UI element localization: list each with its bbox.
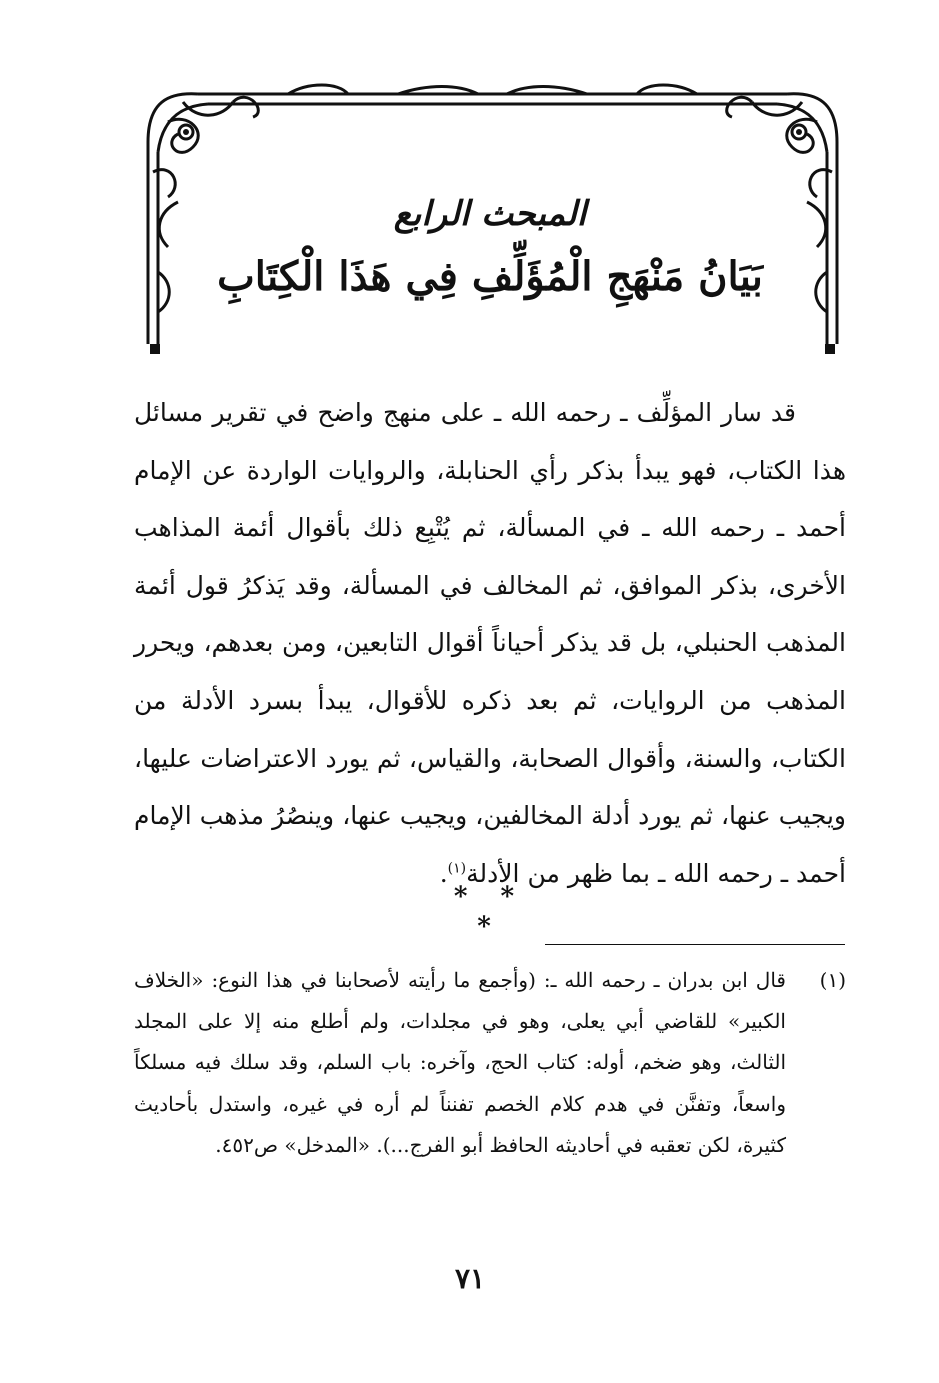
- section-separator: * * *: [453, 882, 527, 942]
- footnote-text: قال ابن بدران ـ رحمه الله ـ: (وأجمع ما رأيته لأصحابنا في هذا النوع: «الخلاف الكبير» للقاضي أبي يعلى، وهو في مجلدات، ولم أطلع منه إلا على المجلد الثالث، وهو ضخم، أوله: كتاب الحج، وآخره: باب السلم، وقد سلك فيه مسلكاً واسعاً، وتفنَّن في هدم كلام الخصم تفنناً لم أره في غيره، واستدل بأحاديث كثيرة، لكن تعقبه في أحاديثه الحافظ أبو الفرج...). «المدخل» ص٤٥٢.: [134, 968, 786, 1157]
- chapter-heading: [190, 190, 790, 308]
- footnote-reference[interactable]: (١): [447, 860, 467, 877]
- footnote: [134, 960, 846, 1166]
- page-number: ٧١: [454, 1262, 486, 1295]
- main-paragraph: [134, 384, 846, 902]
- footnote-number: (١): [819, 968, 846, 992]
- paragraph-ending: .: [439, 858, 448, 888]
- section-label: المبحث الرابع: [393, 194, 587, 234]
- section-title: بَيَانُ مَنْهَجِ الْمُؤَلِّفِ فِي هَذَا الْكِتَابِ: [217, 253, 763, 300]
- paragraph-text: قد سار المؤلِّف ـ رحمه الله ـ على منهج واضح في تقرير مسائل هذا الكتاب، فهو يبدأ بذكر رأي الحنابلة، والروايات الواردة عن الإمام أحمد ـ رحمه الله ـ في المسألة، ثم يُتْبِع ذلك بأقوال أئمة المذاهب الأخرى، بذكر الموافق، ثم المخالف في المسألة، وقد يَذكرُ قول أئمة المذهب الحنبلي، بل قد يذكر أحياناً أقوال التابعين، ومن بعدهم، ويحرر المذهب من الروايات، ثم بعد ذكره للأقوال، يبدأ بسرد الأدلة من الكتاب، والسنة، وأقوال الصحابة، والقياس، ثم يورد الاعتراضات عليها، ويجيب عنها، ثم يورد أدلة المخالفين، ويجيب عنها، وينصُرُ مذهب الإمام أحمد ـ رحمه الله ـ بما ظهر من الأدلة: [134, 398, 847, 888]
- footnote-divider: [545, 944, 845, 945]
